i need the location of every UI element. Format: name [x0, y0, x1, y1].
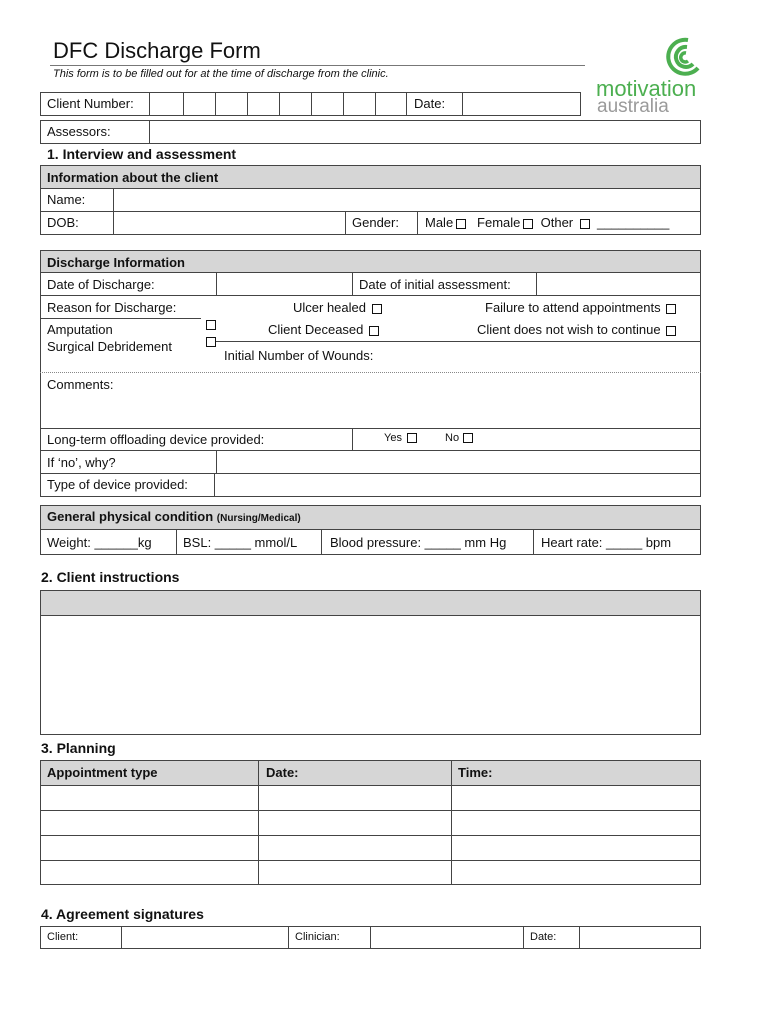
logo-swirl-icon: [658, 36, 706, 78]
surgical-debridement-checkbox[interactable]: [206, 337, 216, 347]
discharge-info-label: Discharge Information: [47, 255, 185, 270]
signature-date-field[interactable]: [580, 927, 700, 948]
general-condition-sub: (Nursing/Medical): [216, 513, 301, 524]
gender-options: [425, 215, 669, 230]
amputation-label: Amputation: [47, 322, 113, 337]
date-field[interactable]: [463, 93, 580, 115]
ulcer-healed-label: Ulcer healed: [293, 300, 366, 315]
signature-date-label: Date:: [530, 931, 557, 943]
ulcer-healed-option: [293, 300, 382, 315]
table-row[interactable]: [41, 786, 700, 810]
date-of-discharge-field[interactable]: [217, 273, 351, 294]
info-about-client-label: Information about the client: [47, 170, 219, 185]
logo-text-australia: australia: [597, 96, 669, 117]
general-condition-title: General physical condition: [47, 509, 214, 524]
col-appointment-type: Appointment type: [47, 765, 158, 780]
date-label: Date:: [414, 96, 446, 111]
offloading-label: Long-term offloading device provided:: [47, 432, 265, 447]
client-signature-field[interactable]: [122, 927, 287, 948]
offloading-yes-option: [384, 432, 417, 444]
not-continue-checkbox[interactable]: [666, 326, 676, 336]
clinician-signature-field[interactable]: [371, 927, 522, 948]
if-no-why-label: If ‘no’, why?: [47, 455, 116, 470]
client-deceased-label: Client Deceased: [268, 322, 364, 337]
if-no-why-field[interactable]: [217, 451, 700, 472]
col-time: Time:: [458, 765, 493, 780]
gender-other-checkbox[interactable]: [580, 219, 590, 229]
date-initial-assessment-field[interactable]: [537, 273, 700, 294]
client-number-field[interactable]: [150, 93, 406, 115]
date-initial-assessment-label: Date of initial assessment:: [359, 277, 511, 292]
dob-field[interactable]: [114, 212, 344, 234]
comments-label: Comments:: [47, 377, 114, 392]
gender-male-checkbox[interactable]: [456, 219, 466, 229]
surgical-debridement-label: Surgical Debridement: [47, 339, 173, 354]
section-2-heading: 2. Client instructions: [41, 569, 180, 585]
clinician-signature-label: Clinician:: [295, 931, 340, 943]
ulcer-healed-checkbox[interactable]: [372, 304, 382, 314]
form-title: DFC Discharge Form: [53, 38, 261, 63]
not-continue-option: [477, 322, 676, 337]
dob-label: DOB:: [47, 215, 79, 230]
heart-rate-field[interactable]: Heart rate: _____ bpm: [541, 535, 672, 550]
bsl-field[interactable]: BSL: _____ mmol/L: [183, 535, 298, 550]
failure-attend-option: [485, 300, 676, 315]
logo-text-motivation: motivation: [596, 76, 697, 101]
table-row[interactable]: [41, 836, 700, 860]
failure-attend-checkbox[interactable]: [666, 304, 676, 314]
section-1-heading: 1. Interview and assessment: [47, 146, 237, 162]
type-of-device-label: Type of device provided:: [47, 477, 188, 492]
not-continue-label: Client does not wish to continue: [477, 322, 661, 337]
assessors-field[interactable]: [150, 121, 700, 143]
offloading-no-option: [445, 432, 473, 444]
comments-field[interactable]: [41, 395, 700, 427]
initial-wounds-label: Initial Number of Wounds:: [224, 348, 374, 363]
title-rule: [50, 65, 585, 66]
offloading-no-label: No: [445, 432, 460, 444]
gender-label: Gender:: [352, 215, 399, 230]
failure-attend-label: Failure to attend appointments: [485, 300, 661, 315]
offloading-no-checkbox[interactable]: [463, 433, 473, 443]
weight-field[interactable]: Weight: ______kg: [47, 535, 152, 550]
section-4-heading: 4. Agreement signatures: [41, 906, 204, 922]
gender-other-label: Other: [540, 215, 574, 230]
assessors-label: Assessors:: [47, 124, 111, 139]
gender-other-blank[interactable]: __________: [597, 215, 670, 230]
blood-pressure-field[interactable]: Blood pressure: _____ mm Hg: [330, 535, 507, 550]
form-subtitle: This form is to be filled out for at the time of discharge from the clinic.: [53, 68, 389, 80]
offloading-yes-checkbox[interactable]: [407, 433, 417, 443]
initial-wounds-field[interactable]: [392, 342, 700, 370]
client-instructions-bar: [40, 590, 701, 616]
name-field[interactable]: [114, 189, 700, 211]
client-instructions-field[interactable]: [40, 615, 701, 735]
general-condition-label: [47, 509, 301, 524]
table-row[interactable]: [41, 811, 700, 835]
gender-female-label: Female: [477, 215, 521, 230]
reason-for-discharge-label: Reason for Discharge:: [47, 300, 177, 315]
date-of-discharge-label: Date of Discharge:: [47, 277, 155, 292]
client-signature-label: Client:: [47, 931, 79, 943]
offloading-yes-label: Yes: [384, 432, 402, 444]
section-3-heading: 3. Planning: [41, 740, 116, 756]
client-deceased-option: [268, 322, 379, 337]
gender-female-checkbox[interactable]: [523, 219, 533, 229]
col-date: Date:: [266, 765, 299, 780]
name-label: Name:: [47, 192, 86, 207]
gender-male-label: Male: [425, 215, 454, 230]
amputation-checkbox[interactable]: [206, 320, 216, 330]
table-row[interactable]: [41, 861, 700, 884]
client-number-label: Client Number:: [47, 96, 134, 111]
type-of-device-field[interactable]: [215, 474, 700, 496]
client-deceased-checkbox[interactable]: [369, 326, 379, 336]
